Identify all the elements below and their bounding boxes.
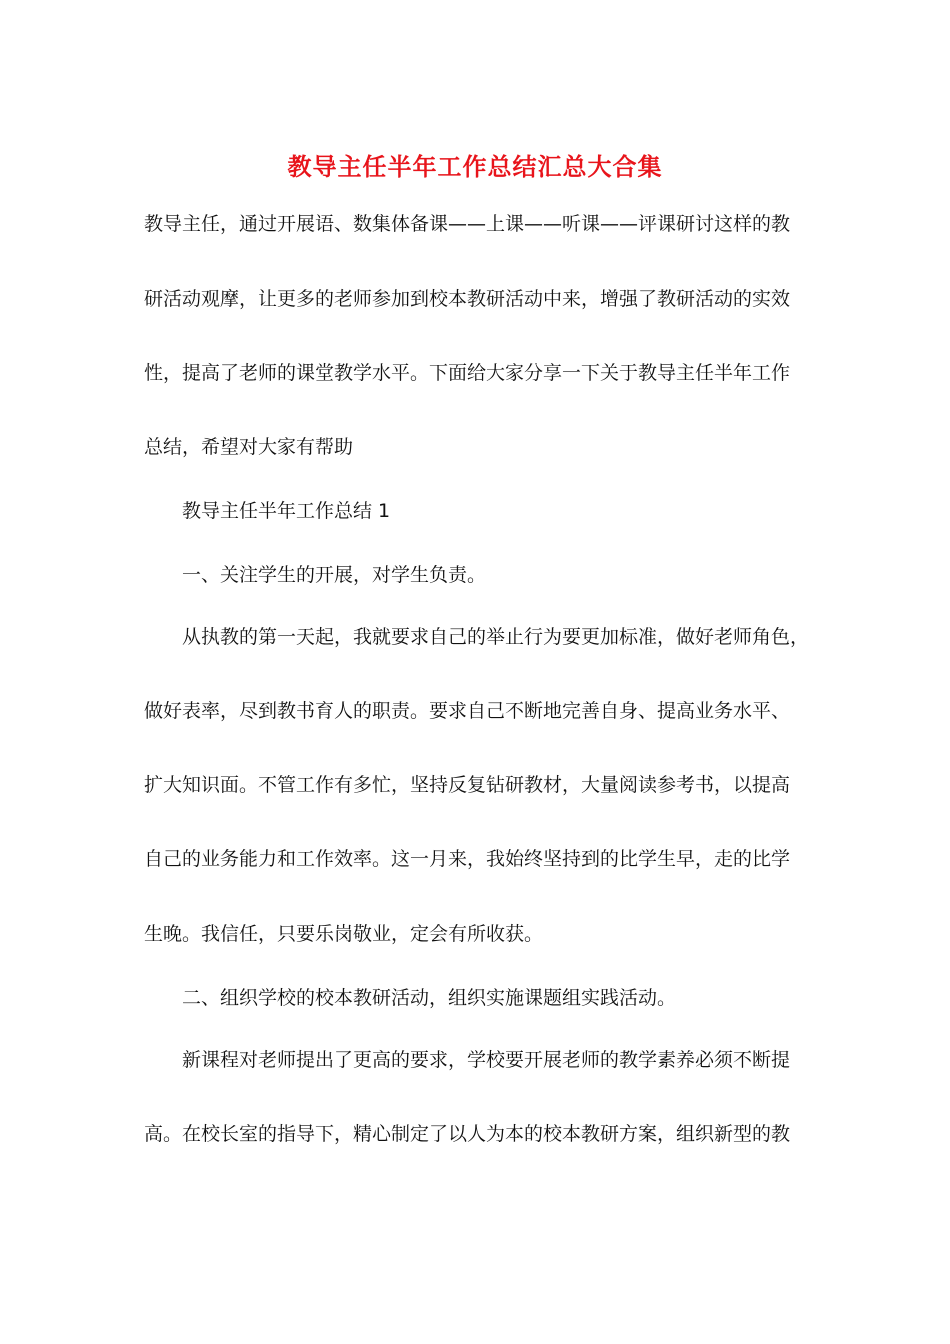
paragraph-line: 做好表率，尽到教书育人的职责。要求自己不断地完善自身、提高业务水平、	[144, 700, 791, 722]
paragraph-line: 教导主任，通过开展语、数集体备课——上课——听课——评课研讨这样的教	[144, 213, 791, 235]
paragraph-line: 从执教的第一天起，我就要求自己的举止行为要更加标准，做好老师角色，	[182, 626, 810, 648]
paragraph-line: 扩大知识面。不管工作有多忙，坚持反复钻研教材，大量阅读参考书，以提高	[144, 774, 791, 796]
paragraph-line: 新课程对老师提出了更高的要求，学校要开展老师的教学素养必须不断提	[182, 1049, 791, 1071]
section-heading: 一、关注学生的开展，对学生负责。	[182, 564, 487, 586]
section-heading: 二、组织学校的校本教研活动，组织实施课题组实践活动。	[182, 987, 677, 1009]
paragraph-line: 性，提高了老师的课堂教学水平。下面给大家分享一下关于教导主任半年工作	[144, 362, 791, 384]
paragraph-line: 总结，希望对大家有帮助	[144, 436, 354, 458]
paragraph-line: 生晚。我信任，只要乐岗敬业，定会有所收获。	[144, 923, 544, 945]
paragraph-line: 自己的业务能力和工作效率。这一月来，我始终坚持到的比学生早，走的比学	[144, 848, 791, 870]
document-title: 教导主任半年工作总结汇总大合集	[287, 152, 663, 181]
section-heading: 教导主任半年工作总结 1	[182, 500, 391, 522]
paragraph-line: 高。在校长室的指导下，精心制定了以人为本的校本教研方案，组织新型的教	[144, 1123, 791, 1145]
paragraph-line: 研活动观摩，让更多的老师参加到校本教研活动中来，增强了教研活动的实效	[144, 288, 791, 310]
